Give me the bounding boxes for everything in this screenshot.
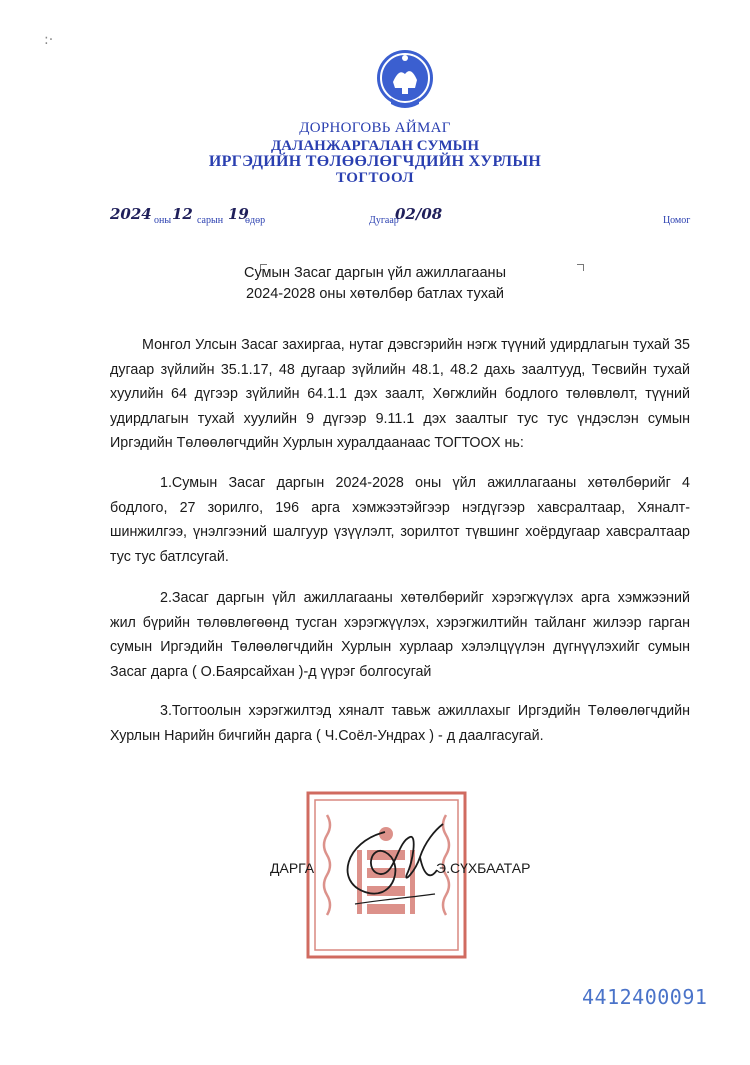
handwritten-signature: [325, 812, 455, 917]
resolution-item-1: 1.Сумын Засаг даргын 2024-2028 оны үйл ажиллагааны хөтөлбөрийг 4 бодлого, 27 зорилго, 196 арга хэмжээтэйгээр нэгдүгээр хавсралтаар, Хяналт-шинжилгээ, үнэлгээний шалгуур үзүүлэлт, зорилтот түвшинг хоёрдугаар хавсралтаар тус тус батлсугай.: [110, 475, 690, 565]
resolution-item-3: 3.Тогтоолын хэрэгжилтэд хяналт тавьж ажиллахыг Иргэдийн Төлөөлөгчдийн Хурлын Нарийн бичгийн дарга ( Ч.Соёл-Ундрах ) - д даалгасугай.: [110, 703, 690, 744]
date-month: 12: [172, 205, 193, 223]
document-type-heading: ТОГТООЛ: [335, 170, 415, 186]
date-month-label: сарын: [197, 215, 224, 226]
hural-heading: ИРГЭДИЙН ТӨЛӨӨЛӨГЧДИЙН ХУРЛЫН: [208, 153, 542, 170]
place-label: Цомог: [663, 215, 691, 226]
sum-heading: ДАЛАНЖАРГАЛАН СУМЫН: [270, 138, 480, 154]
state-emblem-icon: [373, 48, 437, 114]
signatory-title: ДАРГА: [270, 860, 315, 876]
resolution-item-2: 2.Засаг даргын үйл ажиллагааны хөтөлбөрийг хэрэгжүүлэх арга хэмжээний жил бүрийн төлөвлөгөөнд тусган хэрэгжүүлэх, хэрэгжилтийн тайланг жилээр гарган сумын Иргэдийн Төлөөлөгчдийн Хурлын хурлаар хэлэлцүүлэн дүгнүүлэхийг сумын Засаг дарга ( О.Баярсайхан )-д үүрэг болгосугай: [110, 590, 690, 680]
number-label: Дугаар: [369, 215, 399, 226]
aimag-heading: ДОРНОГОВЬ АЙМАГ: [299, 120, 451, 136]
date-year: 2024: [110, 205, 152, 223]
subject-line-2: 2024-2028 оны хөтөлбөр батлах тухай: [246, 286, 504, 302]
date-day-label: өдөр: [245, 215, 266, 226]
registration-number: 4412400091: [582, 985, 708, 1009]
signatory-name: Э.СҮХБААТАР: [436, 860, 531, 876]
date-day: 19: [228, 205, 249, 223]
scan-speck: :·: [44, 32, 54, 48]
document-number: 02/08: [395, 205, 443, 223]
preamble-paragraph: Монгол Улсын Засаг захиргаа, нутаг дэвсгэрийн нэгж түүний удирдлагын тухай 35 дугаар зүйлийн 35.1.17, 48 дугаар зүйлийн 48.1, 48.2 дахь заалтууд, Төсвийн тухай хуулийн 64 дүгээр зүйлийн 64.1.1 дэх заалт, Хөгжлийн бодлого төлөвлөлт, түүний удирдлагын тухай хуулийн 9 дүгээр 9.11.1 дэх заалтыг тус тус үндэслэн сумын Иргэдийн Төлөөлөгчдийн Хурлын хуралдаанаас ТОГТООХ нь:: [110, 337, 690, 451]
subject-line-1: Сумын Засаг даргын үйл ажиллагааны: [244, 265, 506, 281]
date-year-label: оны: [154, 215, 172, 226]
